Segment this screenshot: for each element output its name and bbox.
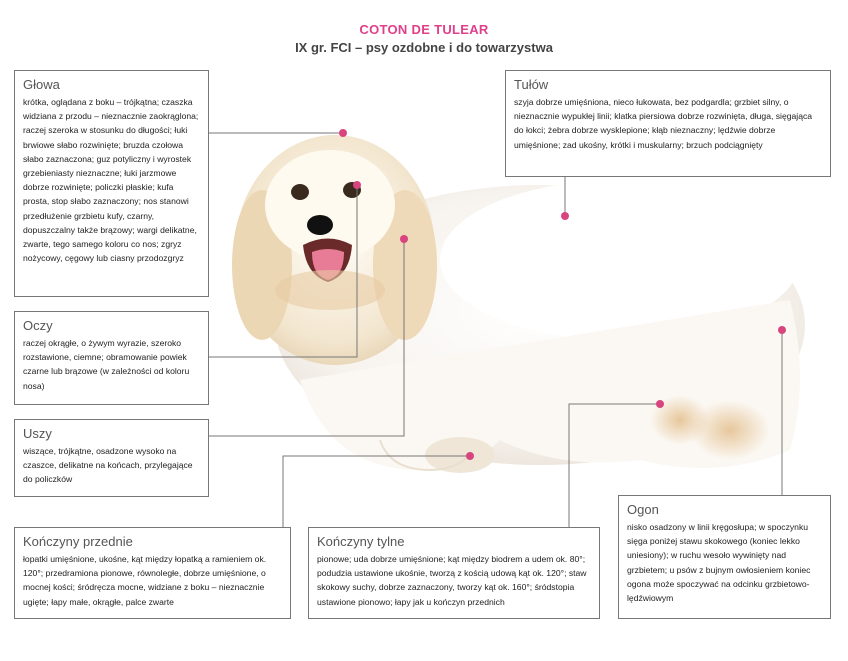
- callout-box-oczy: [14, 311, 209, 405]
- section-title-glowa: Głowa: [23, 77, 60, 92]
- section-text-konczyny-przednie: łopatki umięśnione, ukośne, kąt między łopatką a ramieniem ok. 120°; przedramiona pionowe, równoległe, dobrze umięśnione, o mocnej kości; śródręcza mocne, widziane z boku – nieznacznie ugięte; łapy małe, okrągłe, palce zwarte: [23, 554, 267, 607]
- dog-head: [232, 135, 437, 365]
- marker-dot-konczyny-tylne: [656, 400, 664, 408]
- page-subtitle: IX gr. FCI – psy ozdobne i do towarzystwa: [295, 40, 553, 55]
- marker-dot-uszy: [400, 235, 408, 243]
- section-title-oczy: Oczy: [23, 318, 53, 333]
- page-title: COTON DE TULEAR: [359, 22, 489, 37]
- section-text-ogon: nisko osadzony w linii kręgosłupa; w spoczynku sięga poniżej stawu skokowego (koniec lekko uniesiony); w ruchu wesoło wywinięty nad grzbietem; u psów z bujnym owłosieniem koniec ogona może spoczywać na odcinku grzbietowo-lędźwiowym: [627, 522, 811, 604]
- left-eye-icon: [291, 184, 309, 200]
- callout-box-konczyny-przednie: [14, 527, 291, 619]
- section-text-tulow: szyja dobrze umięśniona, nieco łukowata, bez podgardla; grzbiet silny, o nieznacznie wypukłej linii; klatka piersiowa dobrze rozwinięta, długa, sięgająca do łokci; żebra dobrze wysklepione; kłąb nieznaczny; lędźwie dobrze umięśnione; zad ukośny, krótki i muskularny; brzuch podciągnięty: [514, 97, 813, 150]
- marker-dot-glowa: [339, 129, 347, 137]
- callout-box-ogon: [618, 495, 831, 619]
- section-title-ogon: Ogon: [627, 502, 659, 517]
- section-text-uszy: wiszące, trójkątne, osadzone wysoko na czaszce, delikatne na końcach, przylegające do policzków: [23, 446, 193, 485]
- callout-box-uszy: [14, 419, 209, 497]
- marker-dot-oczy: [353, 181, 361, 189]
- marker-dot-konczyny-przednie: [466, 452, 474, 460]
- callout-box-konczyny-tylne: [308, 527, 600, 619]
- section-title-uszy: Uszy: [23, 426, 52, 441]
- section-title-konczyny-tylne: Kończyny tylne: [317, 534, 405, 549]
- section-title-konczyny-przednie: Kończyny przednie: [23, 534, 133, 549]
- section-text-glowa: krótka, oglądana z boku – trójkątna; czaszka widziana z przodu – nieznacznie zaokrąglona; raczej szeroka w stosunku do długości; łuki brwiowe słabo rozwinięte; bruzda czołowa słabo zaznaczona; guz potyliczny i wyrostek grzebieniasty nieznaczne; łuki jarzmowe dobrze rozwinięte; policzki płaskie; kufa prosta, stop słabo zaznaczony; nos stanowi przedłużenie grzbietu kufy, czarny, dopuszczalny także brązowy; wargi delikatne, zwarte, tego samego koloru co nos; zgryz nożycowy, cęgowy lub ciasny przodozgryz: [23, 97, 199, 264]
- callout-box-tulow: [505, 70, 831, 177]
- callout-box-glowa: [14, 70, 209, 297]
- section-title-tulow: Tułów: [514, 77, 549, 92]
- marker-dot-tulow: [561, 212, 569, 220]
- marker-dot-ogon: [778, 326, 786, 334]
- section-text-konczyny-tylne: pionowe; uda dobrze umięśnione; kąt między biodrem a udem ok. 80°; podudzia ustawione ukośnie, tworzą z kością udową kąt ok. 120°; staw skokowy suchy, dobrze zaznaczony, tworzy kąt ok. 160°; śródstopia ustawione pionowo; łapy jak u kończyn przednich: [317, 554, 587, 607]
- nose-icon: [307, 215, 333, 235]
- section-text-oczy: raczej okrągłe, o żywym wyrazie, szeroko rozstawione, ciemne; obramowanie powiek czarne lub brązowe (w zależności od koloru nosa): [23, 338, 190, 391]
